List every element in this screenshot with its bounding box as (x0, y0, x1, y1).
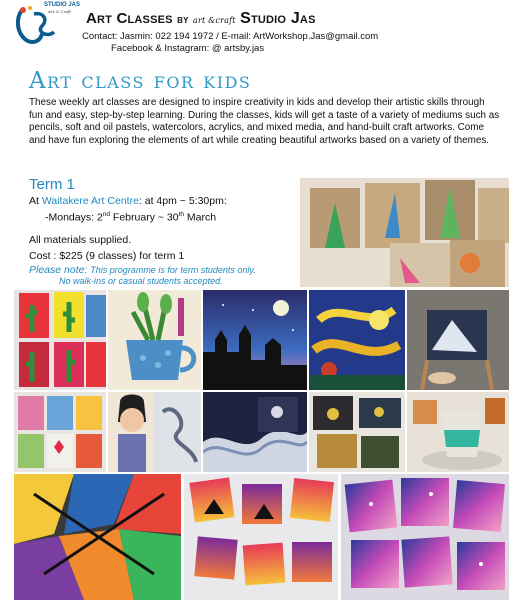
logo-name: STUDIO JAS (44, 2, 81, 8)
photo-easel-painting (407, 290, 509, 390)
venue-line (29, 195, 227, 207)
cost-line: Cost : $225 (9 classes) for term 1 (29, 250, 185, 262)
days-line (45, 211, 216, 224)
venue-name-link[interactable]: Waitakere Art Centre (41, 195, 139, 207)
contact-line-2: Facebook & Instagram: @ artsby.jas (111, 43, 265, 54)
intro-paragraph: These weekly art classes are designed to inspire creativity in kids and develop their artistic skills through fun and easy, step-by-step learning. During the classes, kids will get a taste of a variety of mediums such as pencils, soft and oil pastels, watercolors, acrylics, and mixed media, and hand-built craft artworks. Come and have fun exploring the elements of art while creating beautiful artworks based on a variety of themes. (29, 97, 500, 147)
venue-time: : at 4pm ~ 5:30pm: (138, 195, 227, 207)
days-sup-2: th (178, 211, 185, 218)
note-line (29, 264, 256, 276)
header (0, 0, 509, 72)
materials-line: All materials supplied. (29, 234, 132, 246)
page-title: Art class for kids (29, 68, 252, 94)
photo-wave-tshirts (203, 392, 307, 472)
photo-cactus-paintings (14, 290, 106, 390)
photo-starry-night (309, 290, 405, 390)
note-label: Please note: (29, 264, 91, 276)
note-text: This programme is for term students only. (90, 265, 256, 275)
photo-boxes-shirts (309, 392, 405, 472)
logo-sub: Art & Craft (48, 9, 71, 14)
days-mid: February ~ 30 (110, 211, 179, 224)
brand-by: BY (177, 16, 189, 25)
brand-title (86, 10, 316, 28)
brand-prefix: Art Classes (86, 10, 173, 27)
photo-bunny-boards (300, 178, 509, 287)
contact-info (82, 31, 378, 55)
photo-pottery-pots (407, 392, 509, 472)
photo-sunset-cards (184, 474, 338, 600)
brand-name: Studio Jas (240, 10, 316, 27)
photo-girl-portrait (108, 392, 201, 472)
days-sup-1: nd (102, 211, 111, 218)
venue-prefix: At (29, 195, 42, 207)
photo-abstract-colors (14, 474, 181, 600)
brand-artcraft: art &craft (192, 16, 236, 25)
term-heading: Term 1 (29, 176, 75, 193)
photo-galaxy-cards (341, 474, 509, 600)
days-prefix: -Mondays: 2 (45, 211, 103, 224)
photo-castle-night (203, 290, 307, 390)
photo-cup-plant (108, 290, 201, 390)
photo-crafts-collage (14, 392, 106, 472)
days-suffix: March (184, 211, 217, 224)
contact-line-1: Contact: Jasmin: 022 194 1972 / E-mail: ArtWorkshop.Jas@gmail.com (82, 31, 379, 42)
note-line-2: No walk-ins or casual students accepted. (59, 276, 223, 286)
